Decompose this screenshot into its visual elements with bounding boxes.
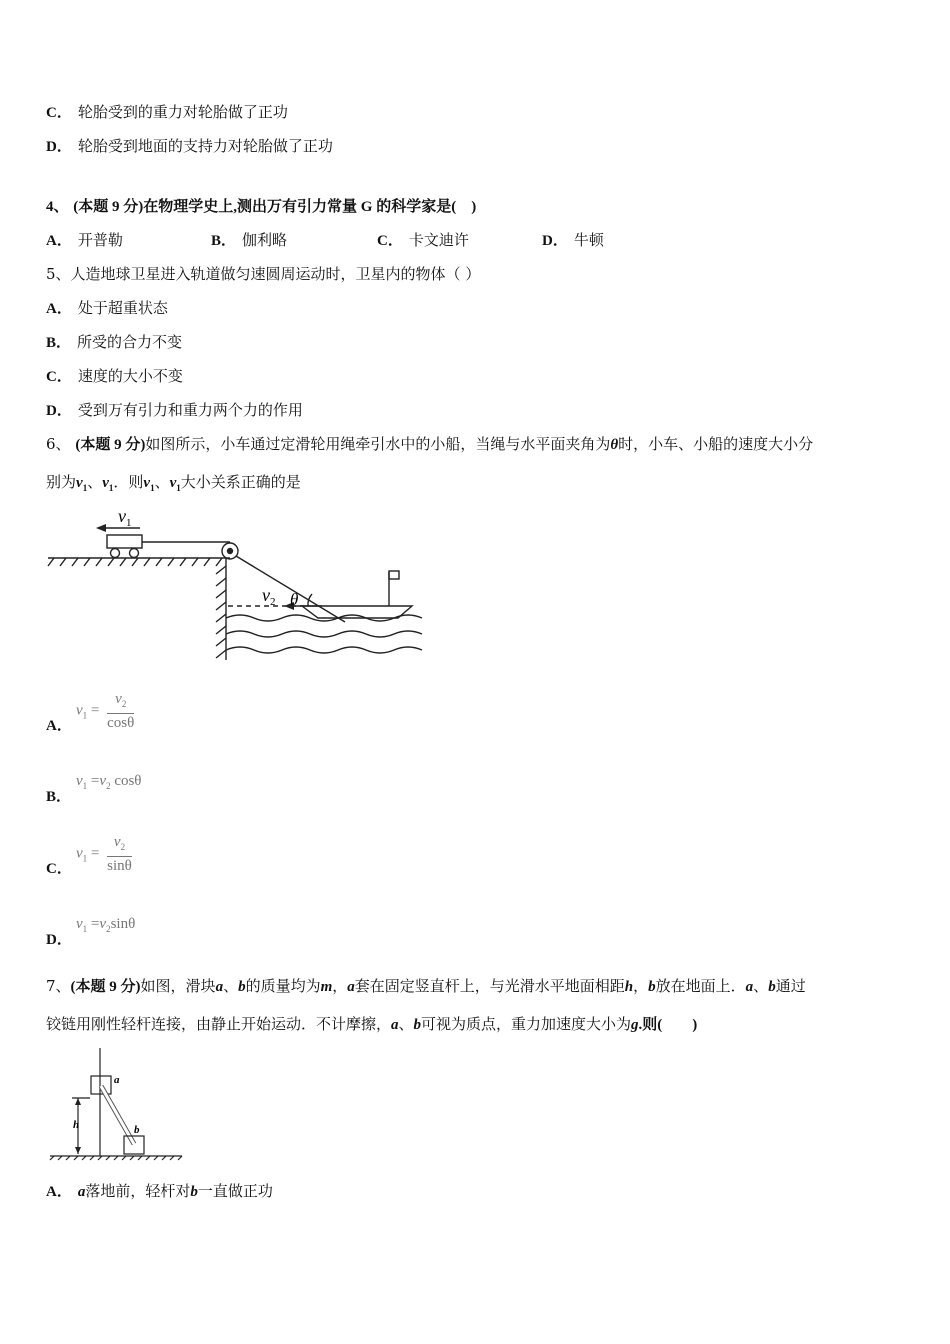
formula-lhs: v [76,773,83,789]
option-label: A． [46,233,72,249]
q4-option-d [542,230,604,251]
question-text: 如图所示，小车通过定滑轮用绳牵引水中的小船，当绳与水平面夹角为 [145,435,611,453]
theta-symbol: θ [610,437,619,453]
slider-a [91,1076,111,1094]
formula-fraction [107,833,132,875]
h-arrow-down [75,1147,81,1154]
var-m: m [320,979,333,995]
q7-stem-line1 [46,976,806,997]
option-text: 轮胎受到的重力对轮胎做了正功 [77,103,288,121]
numerator-symbol: v [113,834,121,850]
pulley-axle [228,549,233,554]
question-text: 如图，滑块 [140,977,216,995]
q7-slider-rod-figure [46,1046,186,1162]
cart-body [107,535,142,548]
formula-lhs: v [76,916,83,932]
question-text: 铰链用刚性轻杆连接，由静止开始运动．不计摩擦， [46,1015,392,1033]
question-text: 别为 [46,473,77,491]
question-text: .则( ) [638,1017,698,1033]
v-symbol: v [169,475,177,491]
question-number: 7、 [46,977,71,995]
question-text: 大小关系正确的是 [180,473,301,491]
option-label: D． [542,233,568,249]
question-text: 可视为质点，重力加速度大小为 [421,1015,632,1033]
var-a: a [215,979,224,995]
q5-option-d [46,400,303,421]
question-score: (本题 9 分) [73,199,144,215]
v-symbol: v [76,475,83,491]
q6-stem-line2 [46,472,301,498]
question-score: (本题 9 分) [75,437,146,453]
var-a: a [745,979,754,995]
q5-stem: 5、人造地球卫星进入轨道做匀速圆周运动时，卫星内的物体（ ） [46,265,481,283]
var-b: b [238,979,246,995]
cart-wheel [111,549,120,558]
wave [226,631,422,637]
question-text: 在物理学史上,测出万有引力常量 G 的科学家是( ) [143,199,477,215]
fraction-numerator [107,833,132,857]
option-text: 卡文迪许 [408,231,469,249]
var-b: b [413,1017,422,1033]
formula-subscript: 1 [82,710,88,721]
q4-options [46,230,746,250]
option-text: 一直做正功 [197,1182,273,1200]
h-arrow-up [75,1098,81,1105]
q4-option-a [46,230,123,251]
wave [226,647,422,653]
theta-label: θ [290,590,299,609]
label-a: a [114,1074,120,1086]
boat-hull [302,606,412,618]
fraction-denominator: cosθ [107,715,135,731]
slider-b [124,1136,144,1154]
formula-subscript: 1 [82,853,88,864]
option-label: D． [46,403,72,419]
option-label: C． [46,861,72,877]
var-a: a [77,1184,86,1200]
question-score: (本题 9 分) [70,979,141,995]
question-text: ， [633,977,649,995]
option-text: 受到万有引力和重力两个力的作用 [77,401,303,419]
option-label: C． [377,233,403,249]
var-b: b [768,979,776,995]
q6-option-d-formula [76,916,135,934]
formula-rhs: v [99,916,107,932]
v-symbol: v [102,475,109,491]
numerator-subscript: 2 [120,842,126,852]
option-label: B． [46,789,72,805]
var-a: a [391,1017,399,1033]
option-text: 所受的合力不变 [77,333,183,351]
ground-hatching [48,558,222,566]
q7-stem-line2 [46,1014,697,1035]
option-text: 速度的大小不变 [77,367,183,385]
question-number: 4、 [46,199,69,215]
v-subscript: 1 [150,483,155,493]
formula-subscript: 1 [82,781,88,791]
v2-label: $v_2$ [262,585,276,608]
rope-diagonal [236,556,345,622]
separator: 、 [398,1015,414,1033]
cart-wheel [130,549,139,558]
formula-function: sinθ [110,916,136,932]
wall-hatching [216,566,226,658]
option-text: 轮胎受到地面的支持力对轮胎做了正功 [77,137,333,155]
formula-fraction [107,690,134,732]
question-text: ．则 [113,473,144,491]
v1-label: $v_1$ [118,506,132,529]
numerator-symbol: v [115,691,122,707]
formula-equals: = [90,916,100,932]
var-g: g [631,1017,639,1033]
label-b: b [134,1124,140,1136]
fraction-denominator: sinθ [107,858,132,874]
option-text: 牛顿 [573,231,604,249]
option-label: D． [46,139,72,155]
fraction-numerator [107,690,134,714]
option-label: A． [46,301,72,317]
formula-rhs: v [99,773,107,789]
question-text: 放在地面上． [655,977,746,995]
question-text: 通过 [775,977,806,995]
var-b: b [190,1184,198,1200]
boat-flag [389,571,399,579]
formula-function: cosθ [114,773,142,789]
q5-option-c [46,366,183,387]
formula-lhs: v [76,845,83,862]
var-b: b [648,979,656,995]
question-text: ， [332,977,348,995]
option-label: B． [46,335,72,351]
q6-option-c-label [46,858,78,879]
var-a: a [347,979,355,995]
v-subscript: 1 [108,483,114,493]
option-label: C． [46,369,72,385]
option-label: C． [46,105,72,121]
question-text: 的质量均为 [245,977,321,995]
v-symbol: v [143,475,151,491]
q4-option-b [211,230,287,251]
option-label: A． [46,718,72,734]
q6-option-a-formula [76,690,134,732]
formula-subscript: 2 [106,924,111,934]
q6-option-b-formula [76,773,142,791]
q6-option-b-label [46,786,77,807]
q6-pulley-boat-figure [40,500,430,670]
option-text: 伽利略 [242,231,288,249]
formula-subscript: 2 [106,781,111,791]
option-label: A． [46,1184,72,1200]
var-h: h [624,979,634,995]
separator: 、 [154,473,170,491]
option-text: 落地前，轻杆对 [85,1182,191,1200]
q6-option-d-label [46,929,78,950]
option-text: 开普勒 [77,231,123,249]
option-text: 处于超重状态 [77,299,168,317]
q3-option-d [46,136,333,157]
option-label: B． [211,233,237,249]
q6-stem-line1 [46,434,813,455]
question-text: 时，小车、小船的速度大小分 [618,435,814,453]
separator: 、 [223,977,239,995]
numerator-subscript: 2 [121,699,127,709]
question-text: 套在固定竖直杆上，与光滑水平地面相距 [354,977,625,995]
label-h: h [73,1119,80,1131]
formula-subscript: 1 [82,924,88,934]
q5-option-a [46,298,168,319]
formula-lhs: v [76,702,83,719]
q6-option-a-label [46,715,78,736]
option-label: D． [46,932,72,948]
q7-option-a [46,1181,273,1202]
formula-equals: = [90,845,100,862]
light-rod-inner [101,1086,134,1144]
v-subscript: 1 [82,483,88,493]
separator: 、 [87,473,103,491]
q6-option-c-formula [76,833,132,875]
formula-equals: = [90,773,100,789]
v-subscript: 1 [176,483,181,493]
q5-option-b [46,332,182,353]
v1-arrow-head [96,524,106,532]
q3-option-c [46,102,288,123]
formula-equals: = [90,702,100,719]
q4-stem [46,196,476,217]
separator: 、 [753,977,769,995]
q4-option-c [377,230,469,251]
question-number: 6、 [46,435,71,453]
